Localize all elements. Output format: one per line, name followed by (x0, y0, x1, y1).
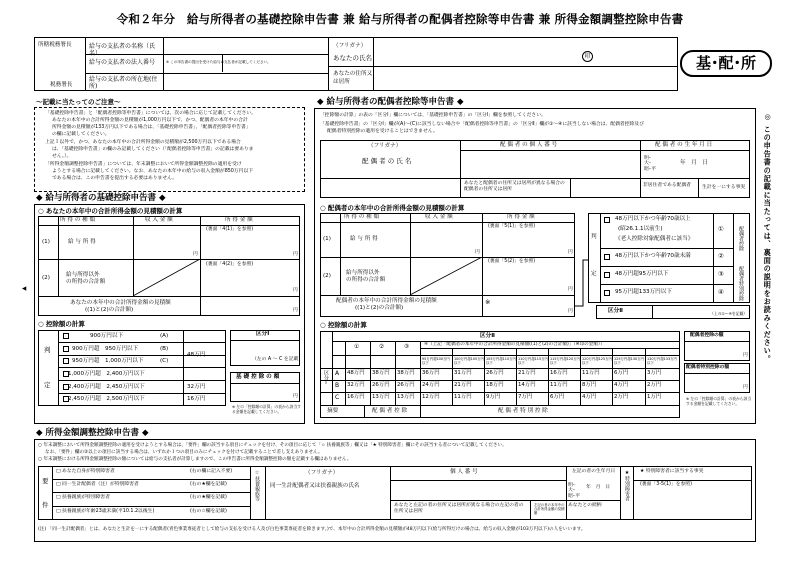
spouse-deduct-cell: 13万円 (397, 394, 415, 400)
basic-total-b: ((1)と(2)の合計額) (85, 307, 134, 313)
spouse-col-amount: 所 得 金 額 (507, 214, 535, 220)
note-3: 「所得金額調整控除申告書」については、年末調整において所得金額調整控除の適用を受け (45, 162, 242, 167)
adjust-req-note-4: (右の☆欄を記載) (190, 509, 227, 514)
note-2: 上記１以外で、かつ、あなたの本年中の合計所得金額の見積額が2,500万円以下である場合 (45, 140, 241, 145)
adjust-heading: ◆ 所得金額調整控除申告書 ◆ (36, 428, 149, 438)
spouse-opt-2-no: ② (718, 252, 724, 260)
spouse-deduct-cell: 4万円 (614, 382, 629, 388)
spouse-col-kind: 所 得 の 種 類 (344, 214, 380, 220)
spouse-subcol-header: 115万円超120万円以下 (550, 357, 580, 366)
adjust-req-1[interactable]: □ あなた自身が特別障害者 (56, 469, 115, 474)
spouse-subcol-header: 95万円超100万円以下 (422, 357, 450, 366)
spouse-deduct-cell: 38万円 (397, 370, 415, 376)
spouse-deduct-cell: 14万円 (518, 382, 536, 388)
basic-col-income: 収 入 金 額 (145, 217, 173, 223)
spouse-side2: 配偶者特別控除 (738, 266, 744, 301)
note-3a: ようとする場合に記載してください。なお、あなたの本年中の給与の収入金額が850万円以下 (52, 169, 254, 174)
corp-number-cells[interactable] (222, 55, 327, 72)
spouse-deduct-title: ○ 控除額の計算 (320, 321, 367, 329)
spouse-deduct-cell: 7万円 (518, 394, 533, 400)
basic-ref2: (裏面「4(2)」を参照) (206, 262, 254, 267)
adjust-fuyou-side: ☆扶養親族等 (254, 470, 260, 501)
spouse-box2-yen: 円 (743, 385, 748, 390)
basic-range-1: 900万円以下 (90, 333, 124, 339)
spouse-furigana: （フリガナ） (368, 143, 402, 149)
kubun1-note: （左の A ～ C を記載） (252, 357, 304, 362)
spouse-check-3[interactable] (604, 272, 610, 278)
note-1: 「基礎控除申告書」と「配偶者控除等申告書」については、次の場合に応じて記載してください。 (45, 111, 256, 116)
tax-office-label: 所轄税務署長 (38, 42, 72, 48)
spouse-box-note: ※ 左の「控除額の計算」の表から該当する金額を記載してください。 (686, 396, 752, 406)
spouse-birthday-label: 配 偶 者 の 生 年 月 日 (655, 142, 713, 148)
payer-corp-label: 給与の支払者の法人番号 (89, 59, 156, 66)
adjust-line1: ○ 年末調整において所得金額調整控除の適用を受けようとする場合は、「要件」欄の該当する項目にチェックを付け、その項目に応じて「☆ 扶養親族等」欄又は「★ 特別障害者」欄にその該当する者について記載してください。 (38, 443, 507, 448)
basic-amount-48: 48万円 (187, 352, 206, 358)
spouse-check-2[interactable] (604, 254, 610, 260)
adjust-ymd: 年 月 日 (586, 485, 610, 490)
spouse-deduct-cell: 13万円 (372, 394, 390, 400)
spouse-deduct-cell: 21万円 (454, 382, 472, 388)
spouse-opt-4: 95万円超133万円以下 (615, 289, 672, 295)
spouse-deduct-cell: 12万円 (422, 394, 440, 400)
spouse-opt-1: 48万円以下かつ年齢70歳以上 (615, 216, 691, 222)
adjust-req2: 件 (42, 501, 49, 509)
basic-range-5: 2,400万円超 2,450万円以下 (68, 384, 145, 390)
your-name-label: あなたの氏名 (333, 54, 372, 62)
basic-yen3: 円 (293, 288, 298, 293)
basic-heading: ◆ 給与所得者の基礎控除申告書 ◆ (36, 193, 166, 203)
payer-address-label: 給与の支払者の所在地(住所) (89, 76, 158, 91)
left-arrow-icon: ◀ (22, 286, 27, 292)
spouse-col-income: 収 入 金 額 (425, 214, 453, 220)
spouse-row1: 給 与 所 得 (350, 236, 378, 242)
spouse-special-label: 配 偶 者 特 別 控 除 (498, 408, 548, 414)
adjust-req-note-3: (右の★欄を記載) (190, 495, 227, 500)
spouse-income-input[interactable] (482, 296, 575, 316)
basic-check-3[interactable] (63, 358, 69, 364)
basic-col-kind: 所 得 の 種 類 (60, 217, 96, 223)
spouse-deduct-cell: 2万円 (614, 394, 629, 400)
spouse-deduct-cell: 16万円 (550, 370, 568, 376)
spouse-deduct-cell: 32万円 (347, 382, 365, 388)
spouse-deduct-cell: 26万円 (372, 382, 390, 388)
spouse-row2a: 給与所得以外 (346, 270, 380, 276)
side-note: ◎ この申告書の記載に当たっては、裏面の説明をお読みください。 (763, 112, 773, 364)
adjust-req-3[interactable]: □ 扶養親族が特別障害者 (56, 495, 111, 500)
spouse-star: ※ (485, 298, 491, 306)
adjust-special: ★ 特別障害者に該当する事実 (640, 469, 704, 474)
spouse-arrow (575, 258, 589, 310)
form-badge: 基･配･所 (680, 50, 772, 77)
spouse-deduct-cell: 9万円 (486, 394, 501, 400)
spouse-deduct-cell: 11万円 (582, 370, 600, 376)
spouse-opt-1-sub2: 《老人控除対象配偶者に該当》 (615, 236, 694, 242)
basic-deduct-yen: 円 (293, 394, 298, 399)
spouse-ref1: (裏面「5(1)」を参照) (488, 224, 536, 229)
basic-income-input[interactable] (200, 297, 300, 315)
adjust-income: 左記の者の本年中の合計所得金額の見積額 (534, 503, 565, 516)
spouse-deduct-cell: 18万円 (486, 382, 504, 388)
basic-range-4: 1,000万円超 2,400万円以下 (68, 371, 145, 377)
spouse-subcol-header: 125万円超130万円以下 (614, 357, 644, 366)
furigana-label: （フリガナ） (333, 43, 367, 49)
your-address-label: あなたの住所又は居所 (333, 71, 373, 85)
basic-diagonal (133, 259, 200, 296)
basic-amount-32: 32万円 (187, 384, 206, 390)
spouse-row1-no: (1) (323, 236, 331, 242)
kubun1-label: 区分Ⅰ (256, 331, 270, 337)
basic-deduct-title: ○ 控除額の計算 (38, 320, 85, 328)
spouse-deduct-cell: 6万円 (550, 394, 565, 400)
spouse-col3: ③ (404, 344, 410, 350)
spouse-deduct-cell: 26万円 (397, 382, 415, 388)
spouse-same-living: 生計を一にする事実 (702, 185, 746, 190)
spouse-total-a: 配偶者の本年中の合計所得金額の見積額 (336, 298, 437, 304)
spouse-subcol-header: 105万円超110万円以下 (486, 357, 516, 366)
basic-col-amount: 所 得 金 額 (225, 217, 253, 223)
spouse-name-label: 配 偶 者 の 氏 名 (362, 157, 412, 165)
spouse-deduct-cell: 1万円 (647, 394, 662, 400)
spouse-judge: 判 (591, 234, 597, 240)
spouse-row-key: B (335, 382, 340, 389)
spouse-subcol-header: 130万円超133万円以下 (647, 357, 677, 366)
spouse-side1: 配偶者控除 (738, 226, 744, 251)
spouse-number-cells[interactable] (460, 150, 640, 178)
basic-deduct-label: 基 礎 控 除 の 額 (236, 374, 280, 380)
spouse-judge2: 定 (591, 271, 597, 277)
basic-row2a: 給与所得以外 (66, 272, 100, 278)
basic-judge: 判 (44, 346, 51, 354)
spouse-check-1[interactable] (604, 217, 610, 223)
basic-yen1: 円 (193, 252, 198, 257)
spouse-subcol-header: 100万円超105万円以下 (454, 357, 484, 366)
spouse-line1: 「控除額の計算」の表の「区分Ⅰ」欄については、「基礎控除申告書」の「区分Ⅰ」欄を参照してください。 (320, 113, 546, 118)
basic-ref1: (裏面「4(1)」を参照) (206, 227, 254, 232)
form-title: 令和２年分 給与所得者の基礎控除申告書 兼 給与所得者の配偶者控除等申告書 兼 所得金額調整控除申告書 (116, 12, 684, 26)
spouse-deduct-cell: 6万円 (614, 370, 629, 376)
spouse-kubun1-side: 区分Ⅰ (323, 370, 329, 386)
spouse-line2b: 配偶者特別控除の適用を受けることはできません。 (327, 129, 438, 134)
adjust-req-note-2: (右の★欄を記載) (190, 482, 227, 487)
basic-range-3: 950万円超 1,000万円以下 (72, 358, 144, 364)
spouse-deduct-cell: 11万円 (454, 394, 472, 400)
spouse-opt-3-no: ③ (718, 270, 724, 278)
note-1a: あなたの本年中の合計所得金額の見積額が1,000万円以下で、かつ、配偶者の本年中の合計 (52, 118, 248, 123)
basic-yen2: 円 (293, 252, 298, 257)
adjust-my-number: 個 人 番 号 (450, 469, 478, 475)
spouse-deduct-cell: 38万円 (372, 370, 390, 376)
kubun2-label: 区分Ⅱ (608, 308, 623, 314)
spouse-col1: ① (354, 344, 360, 350)
adjust-special-side: ★特別障害者 (624, 470, 630, 501)
basic-amount-16: 16万円 (187, 396, 206, 402)
spouse-heading: ◆ 給与所得者の配偶者控除等申告書 ◆ (317, 97, 464, 107)
spouse-box1-label: 配偶者控除の額 (690, 333, 724, 338)
adjust-special-ref: (裏面「3-5(1)」を参照) (640, 482, 692, 487)
adjust-address: あなたと左記の者の住所又は居所が異なる場合の左記の者の住所又は居所 (394, 503, 524, 515)
spouse-deduct-cell: 24万円 (422, 382, 440, 388)
spouse-address-label: あなたと配偶者の住所又は居所が異なる場合の配偶者の住所又は居所 (464, 181, 565, 193)
adjust-req-4[interactable]: □ 扶養親族が年齢23歳未満(平10.1.2以後生) (56, 509, 155, 514)
spouse-col2: ② (379, 344, 385, 350)
basic-code-3: (C) (160, 358, 169, 364)
spouse-total-b: ((1)と(2)の合計額) (355, 305, 404, 311)
adjust-era: 明･大･昭･平 (568, 483, 580, 499)
basic-row1: 給 与 所 得 (68, 239, 96, 245)
spouse-opt-2: 48万円以下かつ年齢70歳未満 (615, 253, 691, 259)
adjust-number-cells[interactable] (390, 480, 566, 500)
spouse-calc-title: ○ 配偶者の本年中の合計所得金額の見積額の計算 (320, 204, 465, 212)
spouse-yen4: 円 (568, 309, 573, 314)
spouse-row-key: A (335, 370, 340, 377)
basic-row2b: の所得の合計額 (66, 279, 106, 285)
adjust-line1b: なお、「要件」欄の②以上の項目に該当する場合は、いずれか１つの項目のみにチェックを付けて記載することで差し支えありません。 (45, 450, 323, 455)
basic-code-1: (A) (160, 333, 169, 339)
corp-note: ※ この申告書の提出を受けた給与の支払者が記載してください。 (166, 60, 271, 64)
spouse-kubun-header: 区分Ⅱ (480, 333, 495, 339)
spouse-subcol-header: 110万円超115万円以下 (518, 357, 548, 366)
spouse-opt-3: 48万円超95万円以下 (615, 271, 669, 277)
adjust-relation: あなたとの続柄 (568, 503, 602, 508)
spouse-number-label: 配 偶 者 の 個 人 番 号 (500, 142, 558, 148)
basic-check-1[interactable] (63, 333, 69, 339)
adjust-footnote: (注) 「同一生計配偶者」とは、あなたと生計を一にする配偶者(青色事業専従者として給与の支払を受ける人及び白色事業専従者を除きます。)で、本年中の合計所得金額の見積額が48万円以下(給与所得だけの場合は、給与の収入金額が103万円以下)の人をいいます。 (38, 527, 586, 532)
kubun2-note: （上の①～④を記載） (710, 311, 748, 316)
spouse-deduct-cell: 16万円 (347, 394, 365, 400)
basic-check-2[interactable] (63, 346, 69, 352)
basic-range-6: 2,450万円超 2,500万円以下 (68, 396, 145, 402)
adjust-req-2[interactable]: □ 同一生計配偶者（注）が特別障害者 (56, 482, 139, 487)
basic-yen4: 円 (293, 308, 298, 313)
spouse-box2-label: 配偶者特別控除の額 (686, 365, 730, 370)
basic-total-a: あなたの本年中の合計所得金額の見積額 (70, 300, 171, 306)
spouse-opt-1-no: ① (718, 225, 724, 233)
tax-office-suffix: 税務署長 (50, 82, 73, 88)
basic-calc-title: ○ あなたの本年中の合計所得金額の見積額の計算 (38, 207, 183, 215)
spouse-deduct-cell: 36万円 (422, 370, 440, 376)
spouse-ded-label: 配 偶 者 控 除 (372, 408, 408, 414)
spouse-ref2: (裏面「5(2)」を参照) (488, 259, 536, 264)
basic-foot-note: ※ 左の「控除額の計算」の表から該当する金額を記載してください。 (232, 404, 301, 414)
basic-row1-no: (1) (42, 239, 50, 245)
spouse-row2-no: (2) (323, 273, 331, 279)
adjust-req: 要 (42, 477, 49, 485)
spouse-ymd: 年 月 日 (680, 160, 708, 166)
spouse-nonresident: 非居住者である配偶者 (643, 183, 691, 188)
adjust-birthday: 左記の者の生年月日 (572, 469, 616, 474)
spouse-yen1: 円 (475, 250, 480, 255)
spouse-table-note: ④（上記「配偶者の本年中の合計所得金額の見積額((1)と(2)の合計額)」（※印の金額）） (424, 342, 605, 347)
spouse-subcol-header: 120万円超125万円以下 (582, 357, 612, 366)
spouse-summary: 摘要 (327, 408, 339, 414)
note-2a: は、「基礎控除申告書」の欄のみ記載してください（「配偶者控除等申告書」の記載は要ありま (52, 147, 254, 152)
note-1c: の欄に記載してください。 (52, 132, 110, 137)
spouse-box1-yen: 円 (743, 353, 748, 358)
spouse-deduct-cell: 26万円 (486, 370, 504, 376)
spouse-line2: 「基礎控除申告書」の「区分Ⅰ」欄が(A)～(C)に該当しない場合や「配偶者控除等申告書」の「区分Ⅱ」欄が①～④に該当しない場合は、配偶者控除及び (320, 122, 644, 127)
spouse-deduct-cell: 31万円 (454, 370, 472, 376)
spouse-era: 明･大･昭･平 (644, 156, 656, 172)
note-2b: せん。）。 (52, 154, 72, 159)
spouse-row2b: の所得の合計額 (346, 277, 386, 283)
adjust-req-note-1: (右の欄に記入不要) (190, 469, 233, 474)
basic-range-2: 900万円超 950万円以下 (72, 346, 139, 352)
spouse-deduct-cell: 8万円 (582, 382, 597, 388)
spouse-check-4[interactable] (604, 290, 610, 296)
seal-mark: 印 (582, 51, 593, 62)
payer-name-label: 給与の支払者の名称（氏名） (89, 43, 156, 58)
spouse-opt-4-no: ④ (718, 288, 724, 296)
spouse-diagonal (410, 257, 482, 295)
spouse-deduct-cell: 21万円 (518, 370, 536, 376)
adjust-furigana: （フリガナ） (305, 470, 339, 476)
spouse-deduct-cell: 11万円 (550, 382, 568, 388)
spouse-yen2: 円 (568, 250, 573, 255)
spouse-opt-1-sub: (昭26.1.1以前生) (618, 226, 663, 232)
basic-judge2: 定 (44, 381, 51, 389)
adjust-line2: ○ 年末調整における所得金額調整控除の額については給与の支払者が計算しますので、この申告書に所得金額調整控除の額を記載する欄はありません。 (38, 457, 352, 462)
notes-heading: ～記載に当たってのご注意～ (36, 98, 121, 106)
spouse-row-key: C (335, 394, 340, 401)
spouse-yen3: 円 (568, 287, 573, 292)
note-3b: である場合は、この申告書を提出する必要はありません。 (52, 176, 178, 181)
note-1b: 所得金額の見積額が133万円以下である場合は、「基礎控除申告書」、「配偶者控除等申告書」 (52, 125, 251, 130)
adjust-same-name: 同一生計配偶者又は扶養親族の氏名 (270, 483, 360, 489)
basic-row2-no: (2) (42, 275, 50, 281)
basic-code-2: (B) (160, 346, 169, 352)
spouse-deduct-cell: 3万円 (647, 370, 662, 376)
spouse-deduct-cell: 2万円 (647, 382, 662, 388)
spouse-deduct-cell: 48万円 (347, 370, 365, 376)
spouse-deduct-cell: 4万円 (582, 394, 597, 400)
